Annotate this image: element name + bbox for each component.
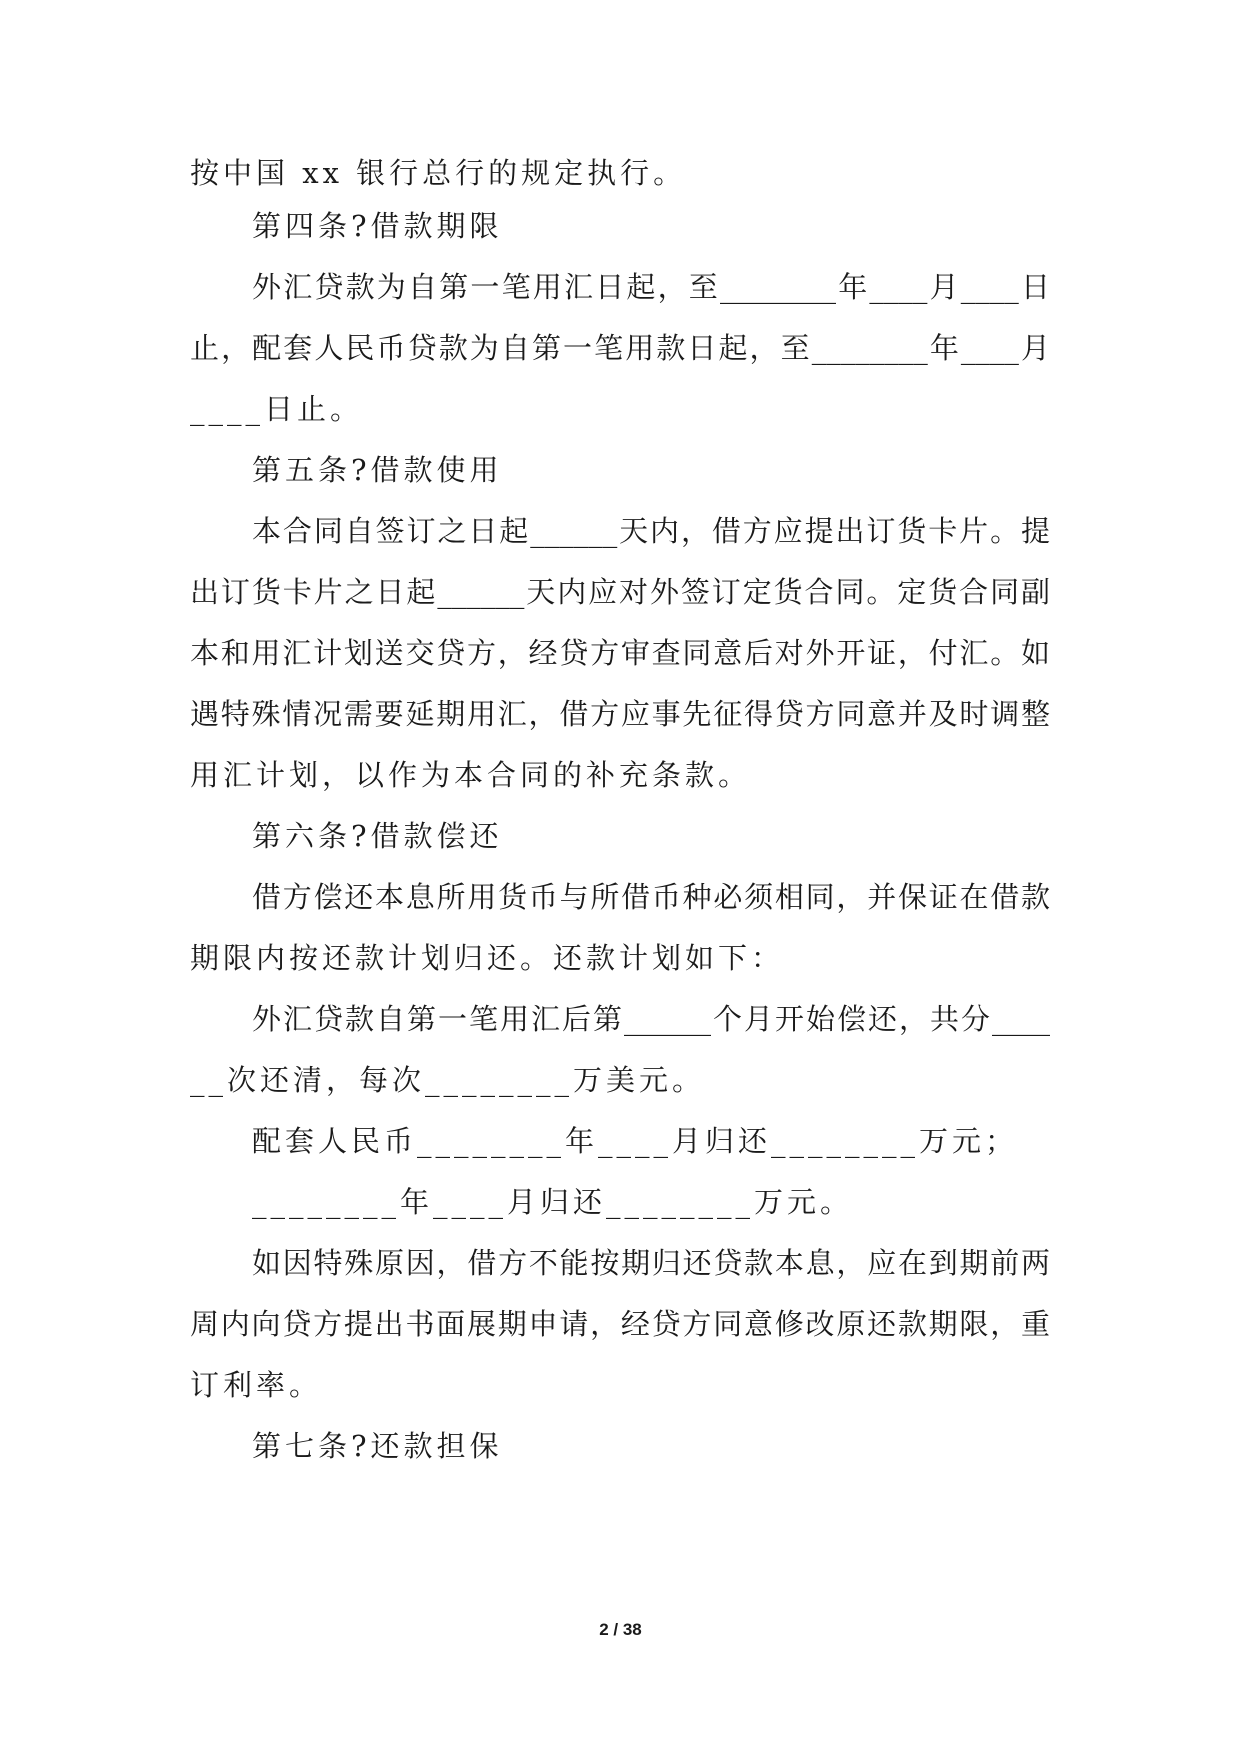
article-heading: 第五条?借款使用 bbox=[252, 453, 503, 487]
paragraph-line: 订利率。 bbox=[190, 1368, 323, 1402]
article-heading: 第七条?还款担保 bbox=[252, 1429, 503, 1463]
paragraph-line: 外汇贷款为自第一笔用汇日起，至________年____月____日 bbox=[252, 270, 1050, 304]
paragraph-line: 期限内按还款计划归还。还款计划如下： bbox=[190, 941, 785, 975]
paragraph-line: 借方偿还本息所用货币与所借币种必须相同，并保证在借款 bbox=[252, 880, 1050, 914]
article-heading: 第四条?借款期限 bbox=[252, 209, 503, 243]
page-number: 2 / 38 bbox=[599, 1620, 642, 1639]
paragraph-line: 遇特殊情况需要延期用汇，借方应事先征得贷方同意并及时调整 bbox=[190, 697, 1050, 731]
paragraph-line: __次还清，每次________万美元。 bbox=[190, 1063, 706, 1097]
paragraph-line: 配套人民币________年____月归还________万元； bbox=[252, 1124, 1019, 1158]
paragraph-line: 用汇计划，以作为本合同的补充条款。 bbox=[190, 758, 752, 792]
paragraph-line: 外汇贷款自第一笔用汇后第______个月开始偿还，共分____ bbox=[252, 1002, 1050, 1036]
paragraph-line: ________年____月归还________万元。 bbox=[252, 1185, 854, 1219]
paragraph-line: 本和用汇计划送交贷方，经贷方审查同意后对外开证，付汇。如 bbox=[190, 636, 1050, 670]
article-heading: 第六条?借款偿还 bbox=[252, 819, 503, 853]
paragraph-line: 如因特殊原因，借方不能按期归还贷款本息，应在到期前两 bbox=[252, 1246, 1050, 1280]
paragraph-line: 周内向贷方提出书面展期申请，经贷方同意修改原还款期限，重 bbox=[190, 1307, 1050, 1341]
paragraph-line: 止，配套人民币贷款为自第一笔用款日起，至________年____月 bbox=[190, 331, 1050, 365]
paragraph-line: 按中国 xx 银行总行的规定执行。 bbox=[190, 156, 687, 190]
paragraph-line: ____日止。 bbox=[190, 392, 364, 426]
paragraph-line: 出订货卡片之日起______天内应对外签订定货合同。定货合同副 bbox=[190, 575, 1050, 609]
paragraph-line: 本合同自签订之日起______天内，借方应提出订货卡片。提 bbox=[252, 514, 1050, 548]
